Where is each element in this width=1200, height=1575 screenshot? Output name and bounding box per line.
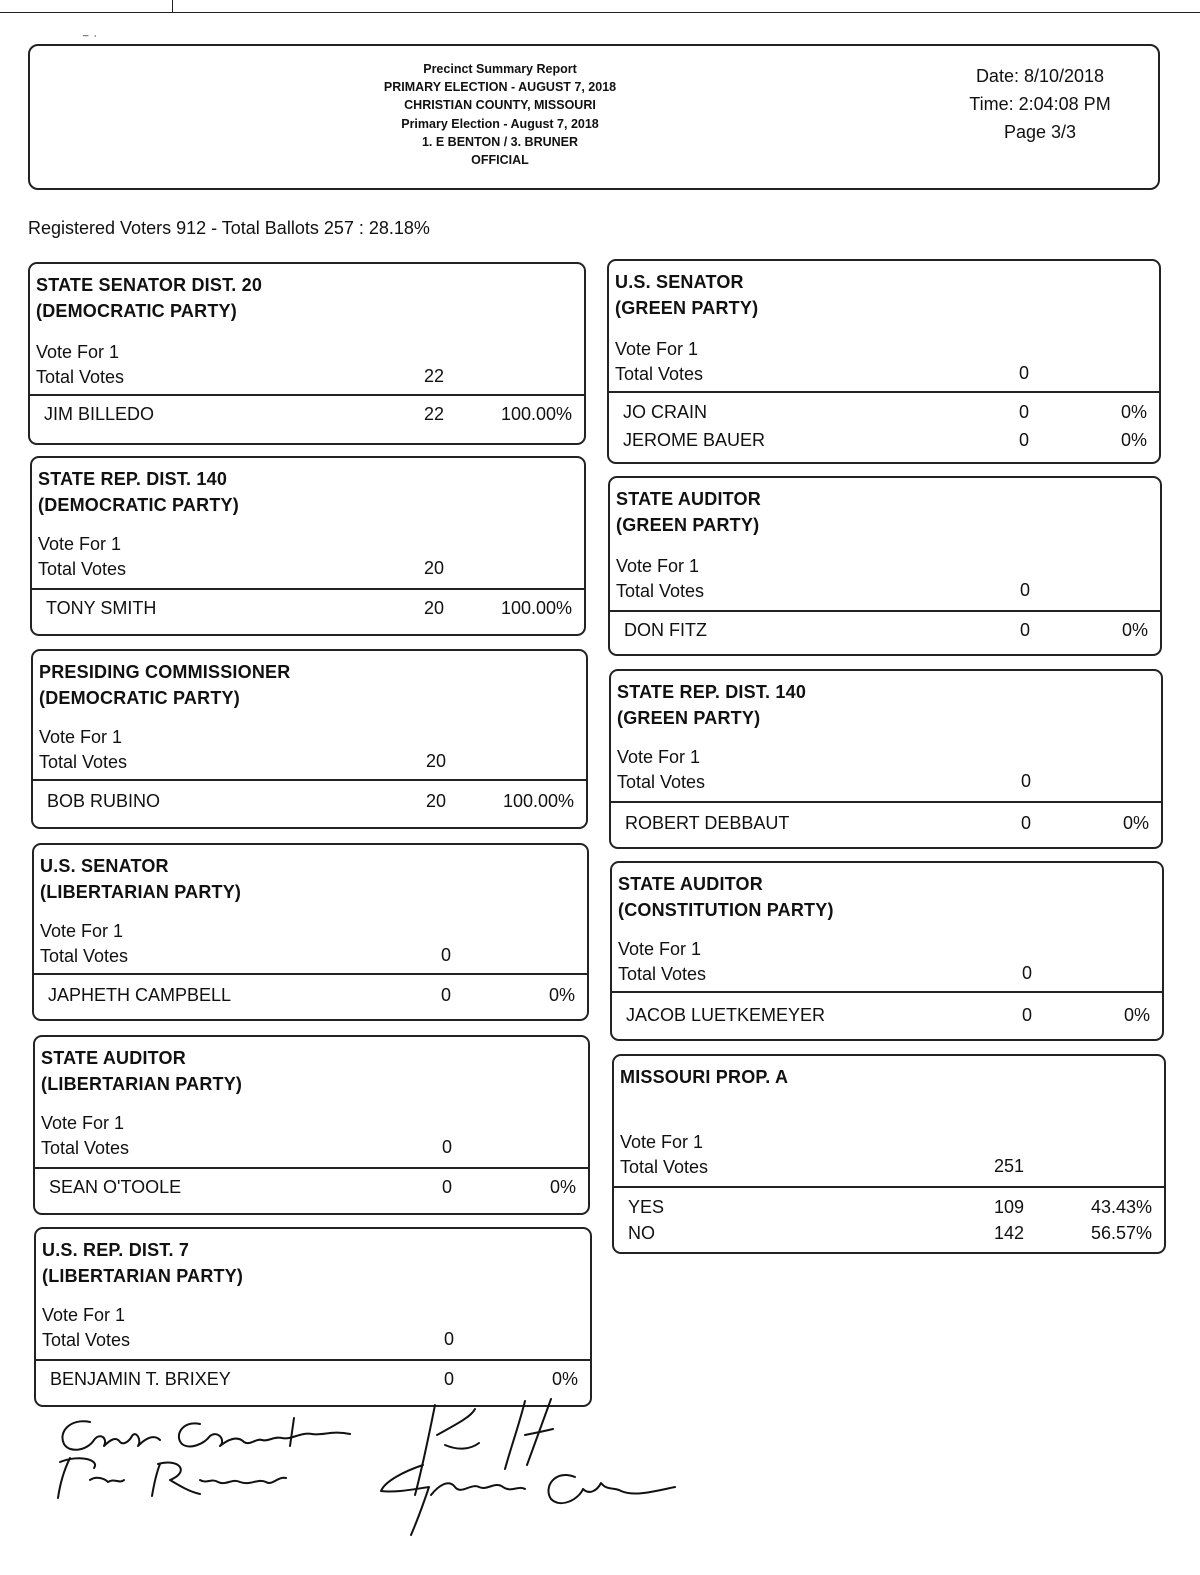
signature-left-bottom bbox=[50, 1450, 310, 1510]
candidate-name: JACOB LUETKEMEYER bbox=[626, 1005, 826, 1025]
divider bbox=[33, 779, 586, 781]
vote-for-label: Vote For 1 bbox=[618, 939, 702, 959]
candidate-row bbox=[44, 404, 572, 431]
total-votes-value: 251 bbox=[993, 1156, 1024, 1176]
divider bbox=[612, 991, 1162, 993]
candidate-row bbox=[49, 1177, 576, 1204]
report-title-block bbox=[330, 60, 670, 169]
total-votes-label: Total Votes bbox=[615, 364, 704, 384]
vote-for-block bbox=[41, 1111, 129, 1161]
divider bbox=[36, 1359, 590, 1361]
candidate-name: ROBERT DEBBAUT bbox=[625, 813, 790, 833]
report-title: Precinct Summary Report bbox=[423, 62, 577, 76]
candidate-row bbox=[628, 1223, 1152, 1250]
total-votes-value: 20 bbox=[425, 751, 446, 771]
total-votes-value: 0 bbox=[1018, 363, 1029, 383]
race-title bbox=[39, 659, 290, 711]
top-border-tick bbox=[172, 0, 173, 12]
divider bbox=[611, 801, 1161, 803]
vote-for-block bbox=[620, 1130, 708, 1180]
race-party: (GREEN PARTY) bbox=[615, 298, 759, 318]
race-box-presiding-commissioner-democratic-party bbox=[31, 649, 588, 829]
race-party: (DEMOCRATIC PARTY) bbox=[39, 688, 240, 708]
race-party: (DEMOCRATIC PARTY) bbox=[38, 495, 239, 515]
official-label: OFFICIAL bbox=[471, 153, 529, 168]
vote-for-label: Vote For 1 bbox=[40, 921, 124, 941]
vote-for-block bbox=[615, 337, 703, 387]
total-votes-value: 22 bbox=[423, 366, 444, 386]
vote-for-block bbox=[617, 745, 705, 795]
candidate-name: NO bbox=[628, 1223, 655, 1243]
candidate-percent: 0% bbox=[549, 1177, 576, 1197]
total-votes-value: 0 bbox=[1021, 963, 1032, 983]
stray-mark: ⁻ ˑ bbox=[82, 30, 98, 46]
report-page: Page 3/3 bbox=[1003, 122, 1077, 142]
report-header bbox=[28, 44, 1160, 190]
total-votes-value: 0 bbox=[1019, 580, 1030, 600]
race-party: (LIBERTARIAN PARTY) bbox=[40, 882, 242, 902]
report-time: Time: 2:04:08 PM bbox=[969, 94, 1111, 114]
candidate-votes: 20 bbox=[425, 791, 446, 811]
candidate-row bbox=[625, 813, 1149, 840]
vote-for-label: Vote For 1 bbox=[41, 1113, 125, 1133]
candidate-name: DON FITZ bbox=[624, 620, 707, 640]
race-office: U.S. SENATOR bbox=[40, 856, 169, 876]
vote-for-block bbox=[42, 1303, 130, 1353]
vote-for-label: Vote For 1 bbox=[620, 1132, 704, 1152]
race-party: (DEMOCRATIC PARTY) bbox=[36, 301, 237, 321]
race-office: STATE REP. DIST. 140 bbox=[38, 469, 228, 489]
candidate-votes: 0 bbox=[443, 1369, 454, 1389]
candidate-votes: 142 bbox=[993, 1223, 1024, 1243]
race-office: U.S. REP. DIST. 7 bbox=[42, 1240, 190, 1260]
total-votes-label: Total Votes bbox=[40, 946, 129, 966]
candidate-name: JIM BILLEDO bbox=[44, 404, 155, 424]
candidate-percent: 0% bbox=[548, 985, 575, 1005]
total-votes-value: 0 bbox=[440, 945, 451, 965]
registered-voters-summary: Registered Voters 912 - Total Ballots 257 : 28.18% bbox=[28, 218, 430, 238]
candidate-percent: 0% bbox=[1120, 430, 1147, 450]
total-votes-value: 0 bbox=[443, 1329, 454, 1349]
race-title bbox=[618, 871, 834, 923]
total-votes-label: Total Votes bbox=[38, 559, 127, 579]
race-title bbox=[617, 679, 806, 731]
race-box-state-senator-dist-20-democratic-party bbox=[28, 262, 586, 445]
divider bbox=[32, 588, 584, 590]
candidate-name: JAPHETH CAMPBELL bbox=[48, 985, 232, 1005]
race-office: MISSOURI PROP. A bbox=[620, 1067, 789, 1087]
total-votes-value: 0 bbox=[441, 1137, 452, 1157]
candidate-name: SEAN O'TOOLE bbox=[49, 1177, 182, 1197]
top-border-line bbox=[0, 0, 1200, 13]
candidate-row bbox=[623, 430, 1147, 457]
race-office: PRESIDING COMMISSIONER bbox=[39, 662, 291, 682]
total-votes-value: 20 bbox=[423, 558, 444, 578]
vote-for-label: Vote For 1 bbox=[39, 727, 123, 747]
candidate-name: BENJAMIN T. BRIXEY bbox=[50, 1369, 231, 1389]
race-party: (LIBERTARIAN PARTY) bbox=[42, 1266, 244, 1286]
candidate-name: TONY SMITH bbox=[46, 598, 157, 618]
election-name: PRIMARY ELECTION - AUGUST 7, 2018 bbox=[383, 80, 617, 95]
race-box-u-s-senator-libertarian-party bbox=[32, 843, 589, 1021]
race-party: (LIBERTARIAN PARTY) bbox=[41, 1074, 243, 1094]
candidate-row bbox=[628, 1197, 1152, 1224]
total-votes-label: Total Votes bbox=[618, 964, 707, 984]
vote-for-block bbox=[39, 725, 127, 775]
vote-for-label: Vote For 1 bbox=[38, 534, 122, 554]
report-date: Date: 8/10/2018 bbox=[975, 66, 1105, 86]
vote-for-label: Vote For 1 bbox=[42, 1305, 126, 1325]
total-votes-label: Total Votes bbox=[36, 367, 125, 387]
race-office: STATE SENATOR DIST. 20 bbox=[36, 275, 263, 295]
candidate-row bbox=[48, 985, 575, 1012]
candidate-percent: 100.00% bbox=[502, 791, 574, 811]
race-title bbox=[40, 853, 241, 905]
race-box-missouri-prop-a bbox=[612, 1054, 1166, 1254]
race-box-state-rep-dist-140-democratic-party bbox=[30, 456, 586, 636]
candidate-votes: 0 bbox=[1021, 1005, 1032, 1025]
candidate-votes: 0 bbox=[1018, 402, 1029, 422]
vote-for-block bbox=[616, 554, 704, 604]
candidate-row bbox=[46, 598, 572, 625]
divider bbox=[34, 973, 587, 975]
race-box-u-s-rep-dist-7-libertarian-party bbox=[34, 1227, 592, 1407]
vote-for-block bbox=[38, 532, 126, 582]
candidate-percent: 0% bbox=[1123, 1005, 1150, 1025]
vote-for-block bbox=[36, 340, 124, 390]
race-title bbox=[615, 269, 758, 321]
race-title bbox=[38, 466, 239, 518]
precinct-name: 1. E BENTON / 3. BRUNER bbox=[421, 134, 579, 149]
total-votes-label: Total Votes bbox=[39, 752, 128, 772]
candidate-percent: 100.00% bbox=[500, 598, 572, 618]
candidate-name: JEROME BAUER bbox=[623, 430, 766, 450]
total-votes-label: Total Votes bbox=[616, 581, 705, 601]
candidate-row bbox=[50, 1369, 578, 1396]
race-box-state-auditor-green-party bbox=[608, 476, 1162, 656]
election-subtitle: Primary Election - August 7, 2018 bbox=[401, 116, 599, 131]
candidate-percent: 43.43% bbox=[1090, 1197, 1152, 1217]
candidate-name: BOB RUBINO bbox=[47, 791, 161, 811]
race-box-state-auditor-libertarian-party bbox=[33, 1035, 590, 1215]
race-party: (CONSTITUTION PARTY) bbox=[618, 900, 834, 920]
candidate-votes: 0 bbox=[440, 985, 451, 1005]
divider bbox=[35, 1167, 588, 1169]
race-office: STATE AUDITOR bbox=[616, 489, 761, 509]
race-party: (GREEN PARTY) bbox=[617, 708, 761, 728]
candidate-votes: 22 bbox=[423, 404, 444, 424]
divider bbox=[30, 394, 584, 396]
race-title bbox=[616, 486, 761, 538]
candidate-votes: 20 bbox=[423, 598, 444, 618]
candidate-percent: 0% bbox=[1122, 813, 1149, 833]
signature-right bbox=[375, 1395, 705, 1545]
total-votes-label: Total Votes bbox=[620, 1157, 709, 1177]
race-office: STATE AUDITOR bbox=[41, 1048, 186, 1068]
candidate-votes: 0 bbox=[1019, 620, 1030, 640]
candidate-percent: 56.57% bbox=[1090, 1223, 1152, 1243]
candidate-row bbox=[624, 620, 1148, 647]
race-box-u-s-senator-green-party bbox=[607, 259, 1161, 464]
divider bbox=[614, 1186, 1164, 1188]
race-title bbox=[36, 272, 262, 324]
vote-for-label: Vote For 1 bbox=[36, 342, 120, 362]
candidate-votes: 0 bbox=[1020, 813, 1031, 833]
candidate-percent: 0% bbox=[1121, 620, 1148, 640]
total-votes-label: Total Votes bbox=[617, 772, 706, 792]
race-title bbox=[42, 1237, 243, 1289]
candidate-percent: 100.00% bbox=[500, 404, 572, 424]
candidate-row bbox=[623, 402, 1147, 429]
candidate-percent: 0% bbox=[1120, 402, 1147, 422]
vote-for-label: Vote For 1 bbox=[615, 339, 699, 359]
race-office: STATE REP. DIST. 140 bbox=[617, 682, 807, 702]
vote-for-block bbox=[618, 937, 706, 987]
candidate-votes: 109 bbox=[993, 1197, 1024, 1217]
candidate-votes: 0 bbox=[1018, 430, 1029, 450]
race-title bbox=[41, 1045, 242, 1097]
candidate-row bbox=[626, 1005, 1150, 1032]
candidate-name: JO CRAIN bbox=[623, 402, 708, 422]
candidate-percent: 0% bbox=[551, 1369, 578, 1389]
vote-for-label: Vote For 1 bbox=[616, 556, 700, 576]
candidate-row bbox=[47, 791, 574, 818]
vote-for-label: Vote For 1 bbox=[617, 747, 701, 767]
total-votes-value: 0 bbox=[1020, 771, 1031, 791]
race-office: U.S. SENATOR bbox=[615, 272, 744, 292]
race-office: STATE AUDITOR bbox=[618, 874, 763, 894]
race-title bbox=[620, 1064, 788, 1090]
candidate-name: YES bbox=[628, 1197, 665, 1217]
vote-for-block bbox=[40, 919, 128, 969]
report-meta bbox=[930, 62, 1150, 146]
race-box-state-rep-dist-140-green-party bbox=[609, 669, 1163, 849]
county-name: CHRISTIAN COUNTY, MISSOURI bbox=[404, 98, 596, 113]
candidate-votes: 0 bbox=[441, 1177, 452, 1197]
divider bbox=[609, 391, 1159, 393]
total-votes-label: Total Votes bbox=[41, 1138, 130, 1158]
total-votes-label: Total Votes bbox=[42, 1330, 131, 1350]
race-party: (GREEN PARTY) bbox=[616, 515, 760, 535]
race-box-state-auditor-constitution-party bbox=[610, 861, 1164, 1041]
divider bbox=[610, 610, 1160, 612]
